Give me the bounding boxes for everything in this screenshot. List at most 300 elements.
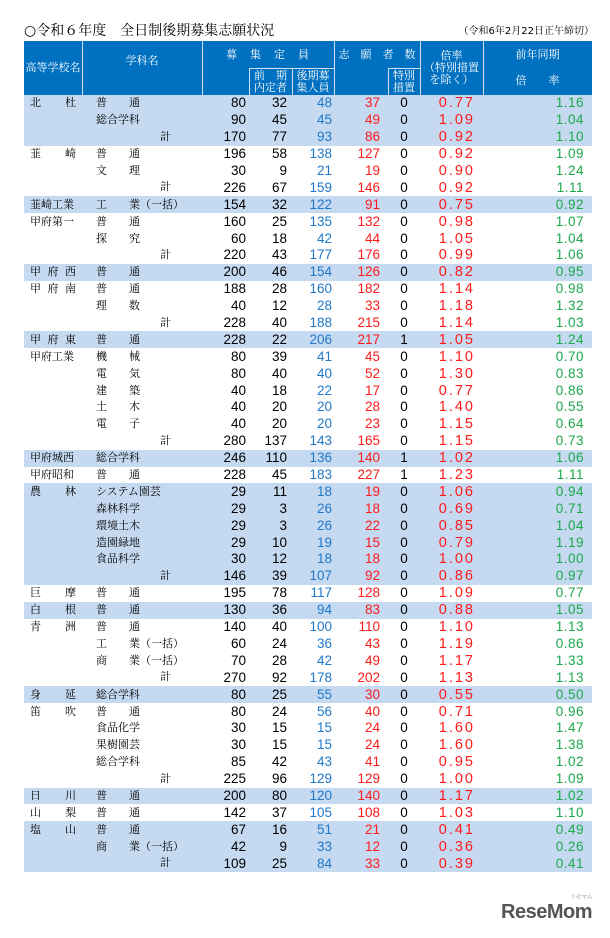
early-cell: 32 (249, 196, 292, 213)
header-prev-top: 前年同期 (515, 48, 560, 61)
divider (420, 41, 421, 95)
school-cell (24, 450, 82, 467)
school-cell (24, 213, 82, 230)
applicants-cell: 128 (357, 585, 380, 601)
school-name: 甲府東 (30, 332, 76, 346)
ratio-cell: 0.39 (420, 855, 483, 872)
ratio-cell: 1.17 (438, 652, 475, 669)
logo-text: ReseMom (501, 901, 592, 923)
early-cell: 43 (271, 247, 287, 263)
subject-name: 総合学科 (96, 755, 140, 769)
ratio-cell: 1.10 (438, 348, 475, 365)
subject-name: 建 築 (96, 383, 140, 397)
special-cell: 0 (388, 196, 420, 213)
special-cell: 0 (400, 247, 408, 263)
table-row (24, 213, 592, 230)
early-cell: 25 (271, 213, 287, 229)
special-cell: 0 (400, 399, 408, 415)
subject-name: 機 械 (96, 349, 140, 363)
subject-cell (82, 315, 202, 332)
special-cell: 0 (388, 602, 420, 619)
prev-ratio-cell: 0.64 (555, 416, 584, 432)
school-name: 甲府西 (30, 265, 76, 279)
late-cell: 41 (316, 348, 332, 364)
table-row (24, 163, 592, 180)
table-row (24, 500, 592, 517)
ratio-cell: 1.23 (438, 467, 475, 484)
early-cell: 36 (249, 602, 292, 619)
prev-ratio-cell: 1.10 (555, 804, 584, 820)
subject-cell (82, 771, 202, 788)
ratio-cell: 1.03 (438, 804, 475, 821)
capacity-cell: 29 (202, 483, 249, 500)
subject-name: 商 業（一括） (96, 839, 184, 853)
divider (82, 41, 83, 95)
ratio-cell: 0.41 (420, 821, 483, 838)
prev-ratio-cell: 0.92 (483, 196, 592, 213)
subject-cell (82, 517, 202, 534)
late-cell: 18 (292, 551, 334, 568)
special-cell: 0 (388, 686, 420, 703)
table-row (24, 855, 592, 872)
school-name: 韮崎 (30, 147, 76, 161)
subject-cell (82, 146, 202, 163)
school-cell (24, 399, 82, 416)
school-cell (24, 365, 82, 382)
logo-subtext: リセマム (570, 895, 592, 901)
capacity-cell: 140 (223, 619, 246, 635)
special-cell: 0 (400, 146, 408, 162)
ratio-cell: 1.09 (438, 585, 475, 602)
applicants-cell: 91 (334, 196, 388, 213)
table-row (24, 585, 592, 602)
applicants-cell: 108 (357, 804, 380, 820)
subject-cell (82, 804, 202, 821)
table-row (24, 467, 592, 484)
header-applicants: 志 願 者 数 (338, 48, 416, 61)
prev-ratio-cell: 1.09 (555, 146, 584, 162)
late-cell: 100 (309, 619, 332, 635)
subject-name: 普 通 (96, 822, 140, 836)
school-cell (24, 95, 82, 112)
early-cell: 42 (271, 754, 287, 770)
ratio-cell: 0.90 (438, 163, 475, 179)
school-cell (24, 737, 82, 754)
subject-cell (82, 163, 202, 180)
special-cell: 0 (388, 838, 420, 855)
school-cell (24, 788, 82, 805)
late-cell: 135 (309, 213, 332, 229)
subject-cell (82, 636, 202, 653)
table-row (24, 399, 592, 416)
late-cell: 19 (292, 534, 334, 551)
ratio-cell: 1.30 (438, 365, 475, 382)
prev-ratio-cell: 0.49 (483, 821, 592, 838)
school-name: 韮崎工業 (30, 197, 74, 211)
ratio-cell: 1.05 (438, 230, 475, 247)
table-row (24, 365, 592, 382)
capacity-cell: 29 (202, 517, 249, 534)
late-cell: 22 (316, 382, 332, 398)
special-cell: 0 (400, 163, 408, 178)
prev-ratio-cell: 1.24 (555, 163, 584, 178)
early-cell: 10 (249, 534, 292, 551)
prev-ratio-cell: 1.24 (483, 331, 592, 348)
divider (388, 68, 420, 69)
applicants-cell: 83 (334, 602, 388, 619)
subject-cell (82, 399, 202, 416)
special-cell: 0 (400, 281, 408, 297)
school-cell (24, 483, 82, 500)
total-label: 計 (160, 248, 171, 262)
late-cell: 56 (316, 703, 332, 719)
early-cell: 78 (271, 585, 287, 601)
capacity-cell: 195 (223, 585, 246, 601)
special-cell: 0 (400, 771, 408, 787)
ratio-cell: 1.40 (438, 399, 475, 416)
subject-name: 工 業（一括） (96, 197, 184, 211)
ratio-cell: 1.15 (438, 416, 475, 433)
school-cell (24, 247, 82, 264)
prev-ratio-cell: 0.50 (483, 686, 592, 703)
capacity-cell: 80 (202, 686, 249, 703)
school-cell (24, 720, 82, 737)
capacity-cell: 60 (230, 635, 246, 651)
ratio-cell: 1.02 (420, 450, 483, 467)
divider (388, 69, 389, 95)
prev-ratio-cell: 0.73 (555, 433, 584, 449)
ratio-cell: 1.15 (438, 433, 475, 450)
capacity-cell: 154 (202, 196, 249, 213)
capacity-cell: 90 (202, 112, 249, 129)
table-row (24, 331, 592, 348)
special-cell: 0 (388, 129, 420, 146)
late-cell: 51 (292, 821, 334, 838)
ratio-cell: 1.19 (438, 635, 475, 652)
capacity-cell: 67 (202, 821, 249, 838)
applicants-cell: 33 (364, 298, 380, 314)
school-cell (24, 703, 82, 720)
early-cell: 15 (271, 737, 287, 753)
applicants-cell: 41 (364, 754, 380, 770)
prev-ratio-cell: 1.09 (555, 771, 584, 787)
table-row (24, 247, 592, 264)
special-cell: 0 (400, 365, 408, 381)
prev-ratio-cell: 1.33 (555, 652, 584, 668)
applicants-cell: 19 (334, 483, 388, 500)
early-cell: 46 (249, 264, 292, 281)
ratio-cell: 0.79 (420, 534, 483, 551)
table-row (24, 95, 592, 112)
subject-name: 環境土木 (96, 518, 140, 532)
ratio-cell: 0.95 (438, 754, 475, 771)
subject-name: 普 通 (96, 147, 140, 161)
special-cell: 0 (388, 483, 420, 500)
prev-ratio-cell: 1.38 (555, 737, 584, 753)
school-cell (24, 230, 82, 247)
subject-cell (82, 467, 202, 484)
prev-ratio-cell: 1.07 (555, 213, 584, 229)
special-cell: 0 (400, 298, 408, 314)
special-cell: 0 (400, 433, 408, 449)
prev-ratio-cell: 0.70 (555, 348, 584, 364)
capacity-cell: 270 (223, 669, 246, 685)
capacity-cell: 228 (223, 315, 246, 331)
special-cell: 0 (388, 517, 420, 534)
school-cell (24, 821, 82, 838)
table-row (24, 703, 592, 720)
early-cell: 22 (249, 331, 292, 348)
subject-cell (82, 365, 202, 382)
divider (249, 69, 250, 95)
subject-name: 果樹園芸 (96, 738, 140, 752)
late-cell: 136 (292, 450, 334, 467)
school-cell (24, 551, 82, 568)
special-cell: 0 (388, 500, 420, 517)
subject-cell (82, 838, 202, 855)
applicants-cell: 146 (357, 179, 380, 195)
late-cell: 188 (309, 315, 332, 331)
prev-ratio-cell: 1.04 (483, 112, 592, 129)
early-cell: 137 (264, 433, 287, 449)
late-cell: 143 (309, 433, 332, 449)
applicants-cell: 182 (357, 281, 380, 297)
subject-cell (82, 703, 202, 720)
total-label: 計 (160, 856, 171, 870)
prev-ratio-cell: 1.32 (555, 298, 584, 314)
special-cell: 0 (400, 754, 408, 770)
school-cell (24, 534, 82, 551)
subject-cell (82, 129, 202, 146)
early-cell: 110 (249, 450, 292, 467)
school-cell (24, 517, 82, 534)
late-cell: 26 (292, 517, 334, 534)
school-cell (24, 500, 82, 517)
special-cell: 0 (400, 416, 408, 432)
table-row (24, 771, 592, 788)
table-header (24, 41, 592, 95)
applicants-cell: 110 (358, 619, 380, 635)
school-cell (24, 315, 82, 332)
applicants-cell: 49 (334, 112, 388, 129)
school-name: 甲府第一 (30, 214, 74, 228)
prev-ratio-cell: 0.98 (555, 281, 584, 297)
table-row (24, 534, 592, 551)
capacity-cell: 40 (230, 399, 246, 415)
capacity-cell: 40 (230, 416, 246, 432)
special-cell: 0 (400, 315, 408, 331)
ratio-cell: 0.92 (438, 179, 475, 196)
table-row (24, 281, 592, 298)
subject-name: 総合学科 (96, 113, 140, 127)
late-cell: 177 (309, 247, 332, 263)
school-name: 笛吹 (30, 704, 76, 718)
applicants-cell: 132 (357, 213, 380, 229)
early-cell: 96 (271, 771, 287, 787)
early-cell: 80 (249, 788, 292, 805)
subject-name: 土 木 (96, 400, 140, 414)
late-cell: 84 (292, 855, 334, 872)
table-row (24, 652, 592, 669)
subject-cell (82, 602, 202, 619)
subject-cell (82, 788, 202, 805)
early-cell: 67 (271, 179, 287, 195)
table-row (24, 754, 592, 771)
school-name: 甲府南 (30, 282, 76, 296)
school-name: 身延 (30, 687, 76, 701)
subject-cell (82, 382, 202, 399)
subject-cell (82, 112, 202, 129)
school-cell (24, 636, 82, 653)
capacity-cell: 130 (202, 602, 249, 619)
applicants-cell: 176 (357, 247, 380, 263)
ratio-cell: 1.14 (438, 281, 475, 298)
early-cell: 77 (249, 129, 292, 146)
capacity-cell: 30 (230, 163, 246, 178)
ratio-cell: 1.60 (438, 720, 475, 737)
ratio-cell: 0.77 (420, 95, 483, 112)
school-cell (24, 804, 82, 821)
late-cell: 117 (310, 585, 332, 601)
subject-cell (82, 264, 202, 281)
capacity-cell: 170 (202, 129, 249, 146)
early-cell: 25 (249, 855, 292, 872)
early-cell: 58 (271, 146, 287, 162)
capacity-cell: 80 (230, 703, 246, 719)
ratio-cell: 0.75 (420, 196, 483, 213)
early-cell: 3 (249, 500, 292, 517)
capacity-cell: 29 (202, 534, 249, 551)
special-cell: 0 (388, 821, 420, 838)
late-cell: 129 (309, 771, 332, 787)
capacity-cell: 109 (202, 855, 249, 872)
capacity-cell: 280 (223, 433, 246, 449)
capacity-cell: 80 (230, 348, 246, 364)
applicants-cell: 140 (334, 788, 388, 805)
applicants-cell: 165 (357, 433, 380, 449)
early-cell: 45 (249, 112, 292, 129)
capacity-cell: 80 (202, 95, 249, 112)
capacity-cell: 246 (202, 450, 249, 467)
table-row (24, 551, 592, 568)
subject-name: 普 通 (96, 332, 140, 346)
early-cell: 18 (271, 382, 287, 398)
table-row (24, 517, 592, 534)
prev-ratio-cell: 1.10 (483, 129, 592, 146)
ratio-cell: 0.99 (438, 247, 475, 264)
ratio-cell: 0.71 (438, 703, 475, 720)
school-cell (24, 669, 82, 686)
subject-name: 総合学科 (96, 687, 140, 701)
table-row (24, 146, 592, 163)
subject-name: 普 通 (96, 603, 140, 617)
subject-cell (82, 230, 202, 247)
prev-ratio-cell: 1.06 (555, 247, 584, 263)
late-cell: 36 (316, 635, 332, 651)
early-cell: 9 (249, 838, 292, 855)
prev-ratio-cell: 0.77 (555, 585, 584, 601)
table-row (24, 450, 592, 467)
school-name: 日川 (30, 788, 76, 802)
special-cell: 1 (388, 450, 420, 467)
school-name: 甲府城西 (30, 451, 74, 465)
applicants-cell: 44 (364, 230, 380, 246)
resemom-logo (501, 895, 592, 924)
applicants-cell: 40 (364, 703, 380, 719)
early-cell: 32 (249, 95, 292, 112)
applicants-cell: 15 (334, 534, 388, 551)
subject-cell (82, 298, 202, 315)
subject-cell (82, 213, 202, 230)
table-row (24, 737, 592, 754)
late-cell: 94 (292, 602, 334, 619)
capacity-cell: 160 (223, 213, 246, 229)
divider (292, 69, 293, 95)
school-cell (24, 281, 82, 298)
subject-cell (82, 551, 202, 568)
table-row (24, 669, 592, 686)
prev-ratio-cell: 1.06 (483, 450, 592, 467)
capacity-cell: 30 (230, 737, 246, 753)
page-title: ○令和６年度 全日制後期募集志願状況 (24, 23, 275, 39)
subject-cell (82, 483, 202, 500)
subject-cell (82, 737, 202, 754)
applicants-cell: 22 (334, 517, 388, 534)
early-cell: 25 (249, 686, 292, 703)
table-row (24, 298, 592, 315)
school-cell (24, 568, 82, 585)
late-cell: 178 (309, 669, 332, 685)
special-cell: 0 (388, 551, 420, 568)
early-cell: 18 (271, 230, 287, 246)
special-cell: 0 (400, 179, 408, 195)
special-cell: 0 (400, 703, 408, 719)
capacity-cell: 40 (230, 298, 246, 314)
school-cell (24, 433, 82, 450)
applicants-cell: 140 (334, 450, 388, 467)
applicants-cell: 215 (357, 315, 380, 331)
late-cell: 42 (316, 652, 332, 668)
ratio-cell: 0.69 (420, 500, 483, 517)
school-cell (24, 855, 82, 872)
subject-name: 普 通 (96, 586, 140, 600)
prev-ratio-cell: 1.00 (483, 551, 592, 568)
early-cell: 12 (271, 298, 287, 314)
special-cell: 0 (400, 585, 408, 601)
header-special: 特別 措置 (393, 69, 415, 94)
late-cell: 107 (292, 568, 334, 585)
table-row (24, 179, 592, 196)
subject-name: 普 通 (96, 282, 140, 296)
prev-ratio-cell: 1.47 (555, 720, 584, 736)
deadline-note: （令和6年2月22日正午締切） (458, 26, 594, 37)
table-row (24, 568, 592, 585)
ratio-cell: 1.00 (420, 551, 483, 568)
total-label: 計 (160, 568, 171, 582)
applicants-cell: 129 (357, 771, 380, 787)
ratio-cell: 1.14 (438, 315, 475, 332)
table-row (24, 686, 592, 703)
late-cell: 48 (292, 95, 334, 112)
early-cell: 20 (271, 399, 287, 415)
table-row (24, 788, 592, 805)
subject-name: 理 数 (96, 299, 140, 313)
applicants-cell: 202 (357, 669, 380, 685)
table-row (24, 315, 592, 332)
ratio-cell: 1.18 (438, 298, 475, 315)
special-cell: 0 (388, 568, 420, 585)
subject-name: 商 業（一括） (96, 653, 184, 667)
